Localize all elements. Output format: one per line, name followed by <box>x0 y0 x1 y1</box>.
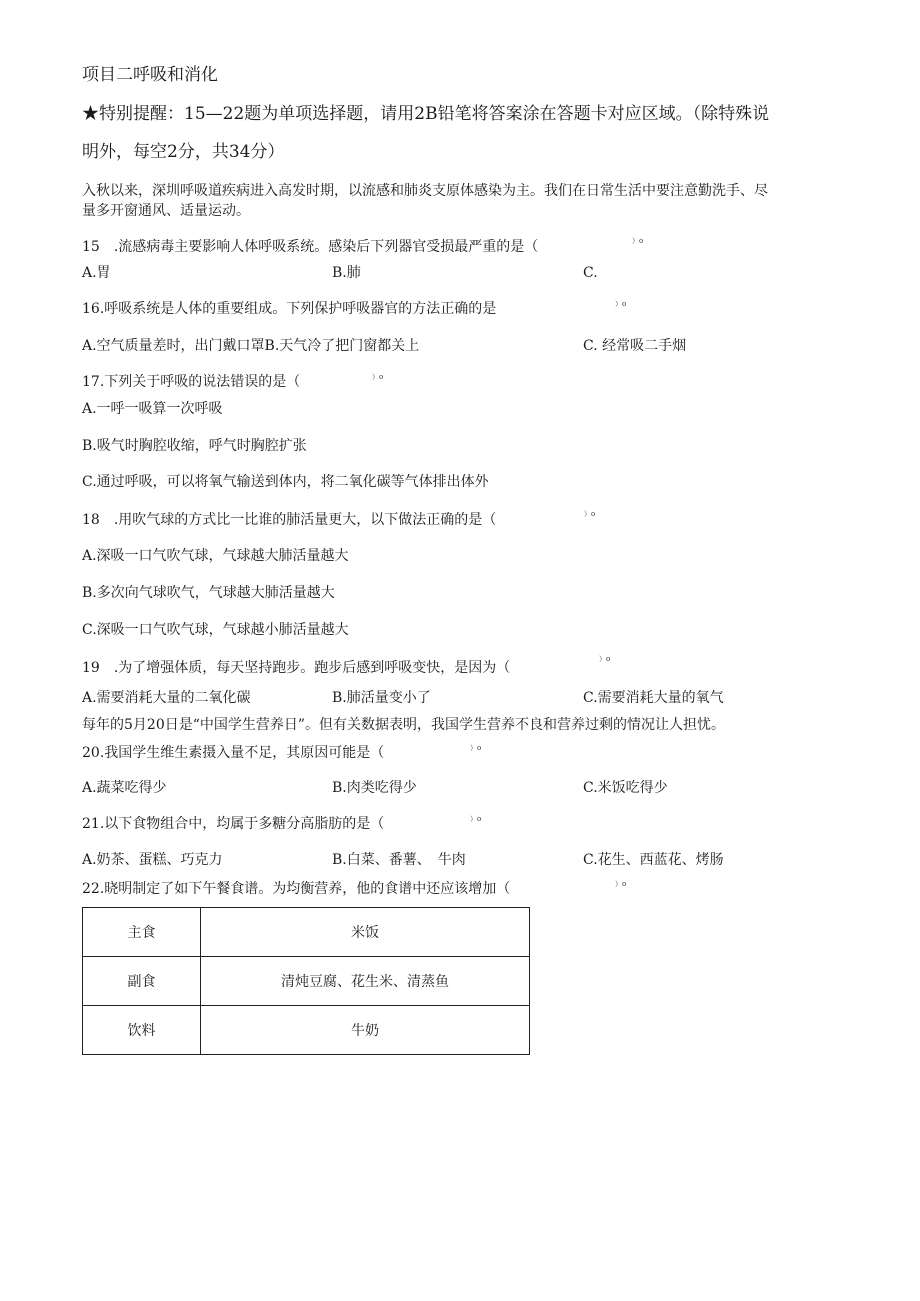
q22-stem: 22.晓明制定了如下午餐食谱。为均衡营养，他的食谱中还应该增加（ <box>82 881 511 897</box>
q16-option-c: C. 经常吸二手烟 <box>583 338 687 354</box>
q17-stem: 17.下列关于呼吸的说法错误的是（ <box>82 374 301 390</box>
q21-option-c: C.花生、西蓝花、烤肠 <box>583 852 724 868</box>
q21-stem: 21.以下食物组合中，均属于多糖分高脂肪的是（ <box>82 816 385 832</box>
q19-option-b: B.肺活量变小了 <box>332 690 431 706</box>
q18-option-c: C.深吸一口气吹气球，气球越小肺活量越大 <box>82 622 349 638</box>
q17-blank-mark: ）o <box>372 373 384 381</box>
menu-value-cell: 清炖豆腐、花生米、清蒸鱼 <box>201 957 530 1006</box>
menu-value-cell: 牛奶 <box>201 1006 530 1055</box>
q17-option-b: B.吸气时胸腔收缩，呼气时胸腔扩张 <box>82 438 307 454</box>
menu-label-cell: 副食 <box>83 957 201 1006</box>
intro-paragraph-line-2: 量多开窗通风、适量运动。 <box>82 203 250 219</box>
q16-options-a-b: A.空气质量差时，出门戴口罩B.天气冷了把门窗都关上 <box>82 338 420 354</box>
q19-option-c: C.需要消耗大量的氧气 <box>583 690 724 706</box>
intro-paragraph-line-1: 入秋以来，深圳呼吸道疾病进入高发时期，以流感和肺炎支原体感染为主。我们在日常生活中要注意勤洗手、尽 <box>82 183 768 199</box>
q20-blank-mark: ）o <box>470 744 482 752</box>
q15-option-b: B.肺 <box>332 265 361 281</box>
q15-blank-mark: ）o <box>632 237 644 245</box>
q19-option-a: A.需要消耗大量的二氧化碳 <box>82 690 251 706</box>
menu-label-cell: 主食 <box>83 908 201 957</box>
q15-option-a: A.胃 <box>82 265 111 281</box>
q19-stem: 19 .为了增强体质，每天坚持跑步。跑步后感到呼吸变快，是因为（ <box>82 660 511 676</box>
table-row <box>83 957 530 1006</box>
q15-option-c: C. <box>583 265 598 281</box>
q16-stem: 16.呼吸系统是人体的重要组成。下列保护呼吸器官的方法正确的是 <box>82 301 497 317</box>
q20-stem: 20.我国学生维生素摄入量不足，其原因可能是（ <box>82 745 385 761</box>
q17-option-a: A.一呼一吸算一次呼吸 <box>82 401 223 417</box>
table-row <box>83 1006 530 1055</box>
section-title: 项目二呼吸和消化 <box>82 65 218 85</box>
q20-option-b: B.肉类吃得少 <box>332 780 417 796</box>
q16-blank-mark: ）o <box>615 300 627 308</box>
q17-option-c: C.通过呼吸，可以将氧气输送到体内，将二氧化碳等气体排出体外 <box>82 474 489 490</box>
q18-option-b: B.多次向气球吹气，气球越大肺活量越大 <box>82 585 335 601</box>
q18-blank-mark: ）o <box>584 510 596 518</box>
q18-option-a: A.深吸一口气吹气球，气球越大肺活量越大 <box>82 548 349 564</box>
q20-option-c: C.米饭吃得少 <box>583 780 668 796</box>
q18-stem: 18 .用吹气球的方式比一比谁的肺活量更大，以下做法正确的是（ <box>82 512 497 528</box>
q21-option-a: A.奶茶、蛋糕、巧克力 <box>82 852 223 868</box>
notice-line-2: 明外，每空2分，共34分） <box>82 142 285 162</box>
table-row <box>83 908 530 957</box>
menu-value-cell: 米饭 <box>201 908 530 957</box>
menu-label-cell: 饮料 <box>83 1006 201 1055</box>
q20-option-a: A.蔬菜吃得少 <box>82 780 167 796</box>
q22-blank-mark: ）o <box>615 880 627 888</box>
notice-line-1: ★特别提醒：15—22题为单项选择题，请用2B铅笔将答案涂在答题卡对应区域。（除特殊说 <box>82 104 770 124</box>
q15-stem: 15 .流感病毒主要影响人体呼吸系统。感染后下列器官受损最严重的是（ <box>82 239 539 255</box>
q21-blank-mark: ）o <box>470 815 482 823</box>
intro-paragraph-2: 每年的5月20日是“中国学生营养日”。但有关数据表明，我国学生营养不良和营养过剩的情况让人担忧。 <box>82 717 726 733</box>
lunch-menu-table <box>82 907 530 1055</box>
q21-option-b: B.白菜、番薯、 牛肉 <box>332 852 466 868</box>
q19-blank-mark: ）o <box>599 655 611 663</box>
